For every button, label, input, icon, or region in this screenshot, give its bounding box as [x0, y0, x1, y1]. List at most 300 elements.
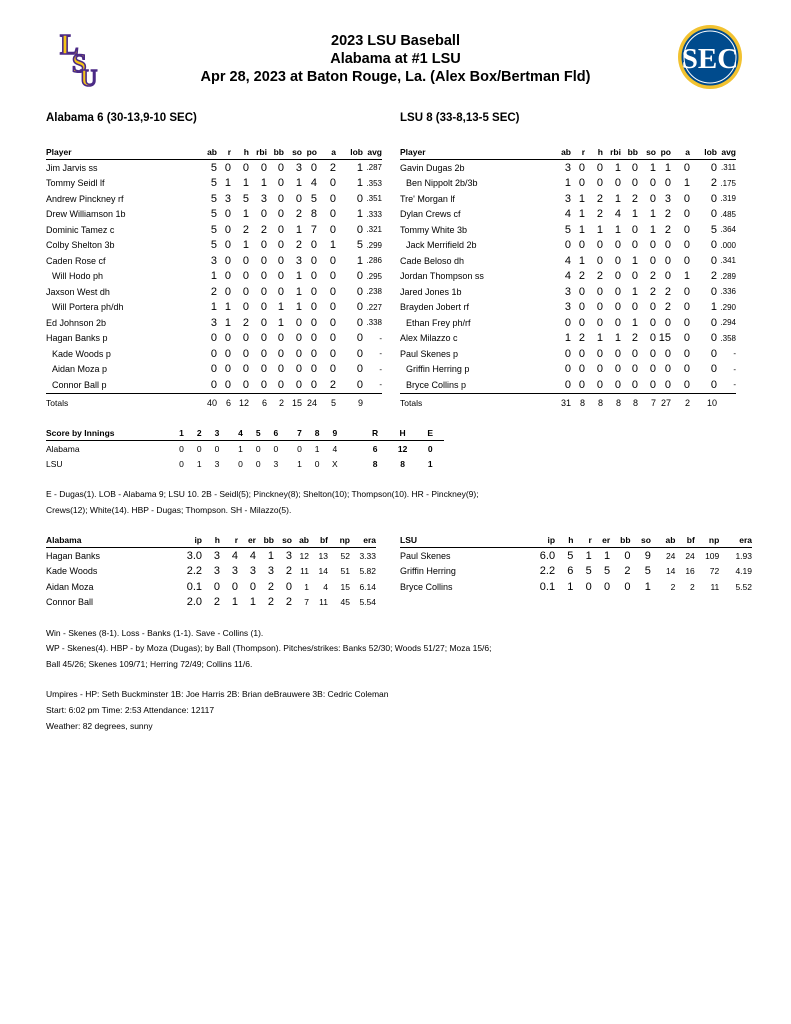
- spacer-cell: [534, 176, 557, 192]
- stat-lob: 5: [356, 239, 363, 252]
- game-notes: [46, 486, 479, 518]
- column-header-a: a: [317, 145, 336, 160]
- stat-avg: .353: [366, 178, 382, 188]
- home-team-heading: LSU 8 (33-8,13-5 SEC): [400, 112, 520, 124]
- rhe-header-h: H: [389, 425, 417, 441]
- total-so: 7: [650, 397, 656, 408]
- stat-a: 0: [329, 363, 336, 376]
- stat-a: 0: [683, 223, 690, 236]
- stat-r: 2: [578, 270, 585, 283]
- stat-lob: 0: [356, 347, 363, 360]
- column-header-player: Player: [400, 145, 534, 160]
- stat-a: 0: [683, 239, 690, 252]
- stat-avg: .358: [720, 333, 736, 343]
- stat-rbi: 0: [614, 363, 621, 376]
- spacer-cell: [180, 269, 203, 285]
- total-bb: 2: [278, 397, 284, 408]
- pitch-stat-er: 0: [249, 580, 256, 593]
- pitch-stat-era: 4.19: [735, 566, 752, 577]
- stat-h: 5: [242, 192, 249, 205]
- player-name: Will Hodo ph: [52, 271, 104, 282]
- pitch-stat-bb: 2: [624, 565, 631, 578]
- pitch-stat-np: 51: [340, 566, 350, 577]
- inning-score: 1: [314, 443, 320, 454]
- player-name: Hagan Banks p: [46, 333, 108, 344]
- pitch-stat-er: 1: [249, 596, 256, 609]
- player-row: [46, 315, 382, 331]
- stat-avg: -: [379, 333, 382, 343]
- stat-avg: .000: [720, 240, 736, 250]
- stat-po: 8: [310, 208, 317, 221]
- spacer-cell: [534, 191, 557, 207]
- stat-r: 0: [224, 254, 231, 267]
- pitching-team-header: LSU: [400, 533, 530, 548]
- stat-so: 3: [295, 161, 302, 174]
- column-header-ab: ab: [557, 145, 571, 160]
- linescore-row: [46, 456, 444, 471]
- player-name: Connor Ball p: [46, 377, 180, 393]
- stat-lob: 0: [710, 161, 717, 174]
- stat-bb: 0: [277, 363, 284, 376]
- pitching-notes-line1: WP - Skenes(4). HBP - by Moza (Dugas); by Ball (Thompson). Pitches/strikes: Banks 52/30; Woods 51/27; Moza 15/6;: [46, 643, 492, 653]
- stat-ab: 0: [564, 316, 571, 329]
- stat-ab: 4: [564, 270, 571, 283]
- pitching-header-ip: ip: [174, 533, 202, 548]
- player-name: Jaxson West dh: [46, 286, 110, 297]
- pitch-stat-so: 2: [285, 565, 292, 578]
- total-h: 12: [238, 397, 249, 408]
- pitch-stat-bf: 14: [318, 566, 328, 577]
- inning-score: 0: [255, 443, 261, 454]
- pitch-stat-era: 5.54: [359, 597, 376, 608]
- pitch-stat-bf: 16: [685, 566, 695, 577]
- linescore-team: LSU: [46, 458, 63, 469]
- pitching-notes-line2: Ball 45/26; Skenes 109/71; Herring 72/49; Collins 11/6.: [46, 659, 253, 669]
- pitch-stat-bf: 11: [319, 597, 328, 608]
- column-header-ab: ab: [203, 145, 217, 160]
- stat-rbi: 0: [260, 347, 267, 360]
- stat-avg: -: [379, 364, 382, 374]
- stat-h: 0: [242, 270, 249, 283]
- inning-score: 0: [214, 443, 220, 454]
- stat-lob: 0: [710, 316, 717, 329]
- inning-header-4: 4: [232, 425, 250, 441]
- total-lob: 10: [706, 397, 717, 408]
- umpires: Umpires - HP: Seth Buckminster 1B: Joe Harris 2B: Brian deBrauwere 3B: Cedric Coleman: [46, 689, 389, 699]
- svg-text:S: S: [72, 49, 87, 78]
- stat-avg: .341: [720, 256, 736, 266]
- stat-lob: 1: [356, 161, 363, 174]
- pitching-header-so: so: [274, 533, 292, 548]
- stat-rbi: 0: [614, 347, 621, 360]
- player-name: Ed Johnson 2b: [46, 317, 107, 328]
- stat-r: 0: [224, 332, 231, 345]
- stat-so: 0: [284, 377, 302, 393]
- stat-r: 0: [224, 285, 231, 298]
- stat-lob: 0: [710, 192, 717, 205]
- spacer-cell: [534, 269, 557, 285]
- stat-h: 2: [596, 208, 603, 221]
- stat-so: 2: [295, 208, 302, 221]
- stat-h: 0: [596, 254, 603, 267]
- pitcher-row: [400, 564, 752, 580]
- inning-header-1: 1: [173, 425, 191, 441]
- stat-ab: 3: [564, 301, 571, 314]
- stat-a: 0: [683, 161, 690, 174]
- stat-avg: -: [363, 377, 382, 393]
- stat-r: 1: [578, 192, 585, 205]
- inning-header-5: 5: [249, 425, 267, 441]
- stat-avg: .238: [366, 287, 382, 297]
- stat-a: 0: [329, 332, 336, 345]
- stat-h: 1: [242, 239, 249, 252]
- stat-avg: -: [717, 377, 736, 393]
- spacer-cell: [180, 284, 203, 300]
- total-rbi: 6: [261, 397, 267, 408]
- stat-so: 0: [295, 316, 302, 329]
- spacer-cell: [534, 331, 557, 347]
- stat-h: 0: [242, 332, 249, 345]
- pitch-stat-np: 45: [340, 597, 350, 608]
- player-name: Tre' Morgan lf: [400, 193, 455, 204]
- stat-so: 0: [295, 347, 302, 360]
- player-row: [46, 362, 382, 378]
- spacer-cell: [180, 160, 203, 176]
- stat-so: 0: [649, 239, 656, 252]
- stat-ab: 5: [210, 239, 217, 252]
- pitch-stat-np: 11: [710, 581, 720, 592]
- total-bb: 8: [632, 397, 638, 408]
- total-r: 6: [225, 397, 231, 408]
- player-name: Gavin Dugas 2b: [400, 162, 465, 173]
- spacer-cell: [180, 253, 203, 269]
- stat-avg: .299: [366, 240, 382, 250]
- stat-rbi: 0: [614, 316, 621, 329]
- column-header-a: a: [671, 145, 690, 160]
- home-pitching-table: [400, 533, 752, 595]
- stat-po: 0: [310, 270, 317, 283]
- stat-r: 0: [578, 347, 585, 360]
- stat-h: 2: [242, 223, 249, 236]
- stat-po: 15: [658, 332, 671, 345]
- stat-so: 0: [649, 177, 656, 190]
- stat-so: 0: [649, 347, 656, 360]
- stat-h: 0: [596, 285, 603, 298]
- player-row: [46, 253, 382, 269]
- stat-ab: 0: [564, 347, 571, 360]
- pitch-stat-bf: 4: [323, 581, 328, 592]
- pitch-stat-era: 3.33: [359, 550, 376, 561]
- spacer-cell: [180, 362, 203, 378]
- stat-avg: -: [733, 364, 736, 374]
- pitch-stat-ab: 14: [665, 566, 676, 577]
- stat-lob: 1: [356, 208, 363, 221]
- stat-rbi: 0: [260, 239, 267, 252]
- stat-so: 0: [649, 301, 656, 314]
- stat-bb: 0: [631, 177, 638, 190]
- player-row: [46, 377, 382, 393]
- stat-rbi: 0: [614, 285, 621, 298]
- stat-h: 0: [596, 239, 603, 252]
- pitch-stat-h: 3: [213, 549, 220, 562]
- spacer-cell: [180, 377, 203, 393]
- pitch-stat-era: 5.82: [359, 566, 376, 577]
- stat-r: 0: [224, 270, 231, 283]
- stat-ab: 0: [564, 363, 571, 376]
- stat-bb: 0: [621, 377, 638, 393]
- inning-score: X: [332, 458, 338, 469]
- stat-r: 0: [571, 377, 585, 393]
- player-name: Drew Williamson 1b: [46, 209, 126, 220]
- total-avg: [363, 393, 382, 412]
- spacer-cell: [534, 300, 557, 316]
- pitch-stat-ab: 11: [300, 566, 309, 577]
- player-row: [46, 284, 382, 300]
- away-pitching-table: [46, 533, 376, 610]
- stat-a: 0: [683, 363, 690, 376]
- player-row: [46, 191, 382, 207]
- stat-bb: 0: [277, 192, 284, 205]
- stat-po: 5: [310, 192, 317, 205]
- stat-rbi: 0: [614, 177, 621, 190]
- player-row: [400, 315, 736, 331]
- stat-a: 0: [683, 285, 690, 298]
- pitch-stat-r: 3: [231, 565, 238, 578]
- inning-score: 1: [196, 458, 202, 469]
- stat-po: 0: [310, 363, 317, 376]
- stat-avg: -: [379, 349, 382, 359]
- stat-rbi: 1: [260, 177, 267, 190]
- pitch-stat-bb: 3: [267, 565, 274, 578]
- stat-ab: 0: [210, 363, 217, 376]
- stat-r: 0: [224, 208, 231, 221]
- stat-ab: 5: [210, 192, 217, 205]
- player-name: Andrew Pinckney rf: [46, 193, 124, 204]
- stat-ab: 3: [564, 192, 571, 205]
- spacer-cell: [180, 222, 203, 238]
- stat-bb: 0: [277, 285, 284, 298]
- column-header-lob: lob: [336, 145, 363, 160]
- pitcher-name: Bryce Collins: [400, 581, 453, 592]
- stat-lob: 0: [336, 377, 363, 393]
- inning-score: 3: [273, 458, 279, 469]
- player-row: [46, 331, 382, 347]
- stat-rbi: 0: [260, 161, 267, 174]
- column-header-lob: lob: [690, 145, 717, 160]
- pitcher-row: [400, 548, 752, 564]
- pitch-stat-bb: 2: [267, 596, 274, 609]
- stat-lob: 0: [710, 254, 717, 267]
- stat-bb: 0: [277, 332, 284, 345]
- column-header-bb: bb: [621, 145, 638, 160]
- stat-h: 2: [596, 192, 603, 205]
- stat-rbi: 1: [614, 223, 621, 236]
- stat-rbi: 0: [260, 363, 267, 376]
- stat-h: 0: [596, 301, 603, 314]
- stat-h: 0: [231, 377, 249, 393]
- stat-r: 0: [224, 363, 231, 376]
- column-header-rbi: rbi: [603, 145, 621, 160]
- stat-rbi: 1: [614, 192, 621, 205]
- stat-ab: 5: [210, 223, 217, 236]
- pitch-stat-er: 3: [249, 565, 256, 578]
- spacer-cell: [534, 377, 557, 393]
- svg-text:L: L: [60, 30, 79, 61]
- stat-ab: 0: [210, 347, 217, 360]
- date-location: Apr 28, 2023 at Baton Rouge, La. (Alex Box/Bertman Fld): [200, 69, 591, 85]
- stat-a: 0: [329, 223, 336, 236]
- pitcher-name: Paul Skenes: [400, 550, 451, 561]
- rhe-header-r: R: [361, 425, 389, 441]
- spacer-cell: [180, 207, 203, 223]
- pitch-stat-r: 1: [585, 549, 592, 562]
- stat-r: 0: [224, 161, 231, 174]
- stat-h: 1: [596, 223, 603, 236]
- stat-po: 2: [664, 301, 671, 314]
- total-a: 2: [684, 397, 690, 408]
- stat-bb: 1: [631, 254, 638, 267]
- inning-score: 0: [273, 443, 279, 454]
- home-batting-table: [400, 145, 736, 412]
- pitch-stat-np: 15: [340, 581, 350, 592]
- spacer-cell: [534, 315, 557, 331]
- stat-ab: 4: [564, 208, 571, 221]
- stat-ab: 1: [210, 301, 217, 314]
- stat-bb: 0: [631, 363, 638, 376]
- player-row: [46, 160, 382, 176]
- stat-avg: .227: [366, 302, 382, 312]
- stat-a: 2: [317, 377, 336, 393]
- stat-ab: 1: [210, 270, 217, 283]
- player-row: [400, 346, 736, 362]
- inning-score: 3: [214, 458, 220, 469]
- stat-bb: 0: [277, 347, 284, 360]
- stat-lob: 0: [710, 347, 717, 360]
- column-header-r: r: [217, 145, 231, 160]
- pitch-stat-h: 5: [567, 549, 574, 562]
- inning-gap: [344, 441, 362, 457]
- column-header-rbi: rbi: [249, 145, 267, 160]
- pitch-stat-ip: 2.2: [186, 565, 202, 578]
- player-row: [400, 191, 736, 207]
- linescore-row: [46, 441, 444, 457]
- stat-bb: 0: [277, 270, 284, 283]
- player-row: [400, 238, 736, 254]
- pitching-header-er: er: [238, 533, 256, 548]
- inning-score: 1: [238, 443, 243, 454]
- pitching-header-h: h: [202, 533, 220, 548]
- column-spacer: [180, 145, 203, 160]
- decisions: Win - Skenes (8-1). Loss - Banks (1-1). Save - Collins (1).: [46, 628, 264, 638]
- stat-so: 3: [295, 254, 302, 267]
- pitch-stat-np: 52: [340, 550, 350, 561]
- stat-bb: 0: [631, 223, 638, 236]
- stat-r: 2: [578, 332, 585, 345]
- player-name: Will Portera ph/dh: [52, 302, 124, 313]
- column-header-po: po: [302, 145, 317, 160]
- pitch-stat-h: 0: [213, 580, 220, 593]
- stat-a: 1: [683, 270, 690, 283]
- inning-score: 0: [238, 458, 243, 469]
- pitch-stat-era: 1.93: [735, 550, 752, 561]
- stat-h: 2: [242, 316, 249, 329]
- stat-so: 1: [295, 270, 302, 283]
- stat-po: 2: [664, 285, 671, 298]
- stat-ab: 3: [564, 285, 571, 298]
- stat-so: 1: [295, 223, 302, 236]
- spacer-cell: [180, 346, 203, 362]
- spacer-cell: [534, 362, 557, 378]
- stat-so: 0: [295, 363, 302, 376]
- column-header-player: Player: [46, 145, 180, 160]
- stat-a: 0: [329, 177, 336, 190]
- pitch-stat-so: 2: [285, 596, 292, 609]
- stat-a: 0: [329, 254, 336, 267]
- player-name: Griffin Herring p: [406, 364, 470, 375]
- stat-avg: -: [733, 349, 736, 359]
- pitching-header-r: r: [573, 533, 591, 548]
- stat-h: 0: [585, 377, 603, 393]
- pitcher-row: [46, 548, 376, 564]
- stat-ab: 0: [210, 332, 217, 345]
- stat-avg: .290: [720, 302, 736, 312]
- stat-r: 0: [578, 239, 585, 252]
- pitch-stat-ip: 3.0: [186, 549, 202, 562]
- stat-lob: 0: [710, 285, 717, 298]
- spacer-cell: [180, 176, 203, 192]
- stat-r: 0: [578, 177, 585, 190]
- player-row: [400, 331, 736, 347]
- stat-po: 0: [664, 363, 671, 376]
- stat-lob: 0: [710, 208, 717, 221]
- pitch-stat-r: 1: [231, 596, 238, 609]
- stat-r: 0: [224, 223, 231, 236]
- stat-bb: 1: [631, 285, 638, 298]
- stat-lob: 0: [710, 239, 717, 252]
- stat-r: 0: [578, 301, 585, 314]
- spacer-cell: [534, 393, 557, 412]
- stat-po: 3: [664, 192, 671, 205]
- column-spacer: [534, 145, 557, 160]
- pitch-stat-era: 6.14: [359, 581, 376, 592]
- player-name: Jordan Thompson ss: [400, 271, 484, 282]
- stat-so: 0: [649, 363, 656, 376]
- player-row: [46, 269, 382, 285]
- pitch-stat-so: 1: [644, 580, 651, 593]
- pitch-stat-ip: 2.2: [539, 565, 556, 578]
- stat-avg: .321: [366, 225, 382, 235]
- total-a: 5: [330, 397, 336, 408]
- stat-po: 2: [664, 208, 671, 221]
- pitch-stat-ip: 0.1: [186, 580, 202, 593]
- stat-so: 1: [649, 161, 656, 174]
- player-name: Kade Woods p: [52, 348, 111, 359]
- player-name: Ethan Frey ph/rf: [406, 317, 471, 328]
- pitcher-name: Aidan Moza: [46, 581, 94, 592]
- linescore-h: 8: [400, 458, 405, 469]
- linescore-table: [46, 425, 444, 471]
- player-name: Jim Jarvis ss: [46, 162, 98, 173]
- stat-h: 0: [242, 161, 249, 174]
- inning-header-9: 9: [326, 425, 344, 441]
- stat-avg: .287: [366, 163, 382, 173]
- stat-ab: 0: [203, 377, 217, 393]
- inning-header-6: 6: [267, 425, 285, 441]
- stat-avg: .289: [720, 271, 736, 281]
- stat-bb: 0: [277, 254, 284, 267]
- pitch-stat-h: 3: [213, 565, 220, 578]
- stat-po: 0: [302, 377, 317, 393]
